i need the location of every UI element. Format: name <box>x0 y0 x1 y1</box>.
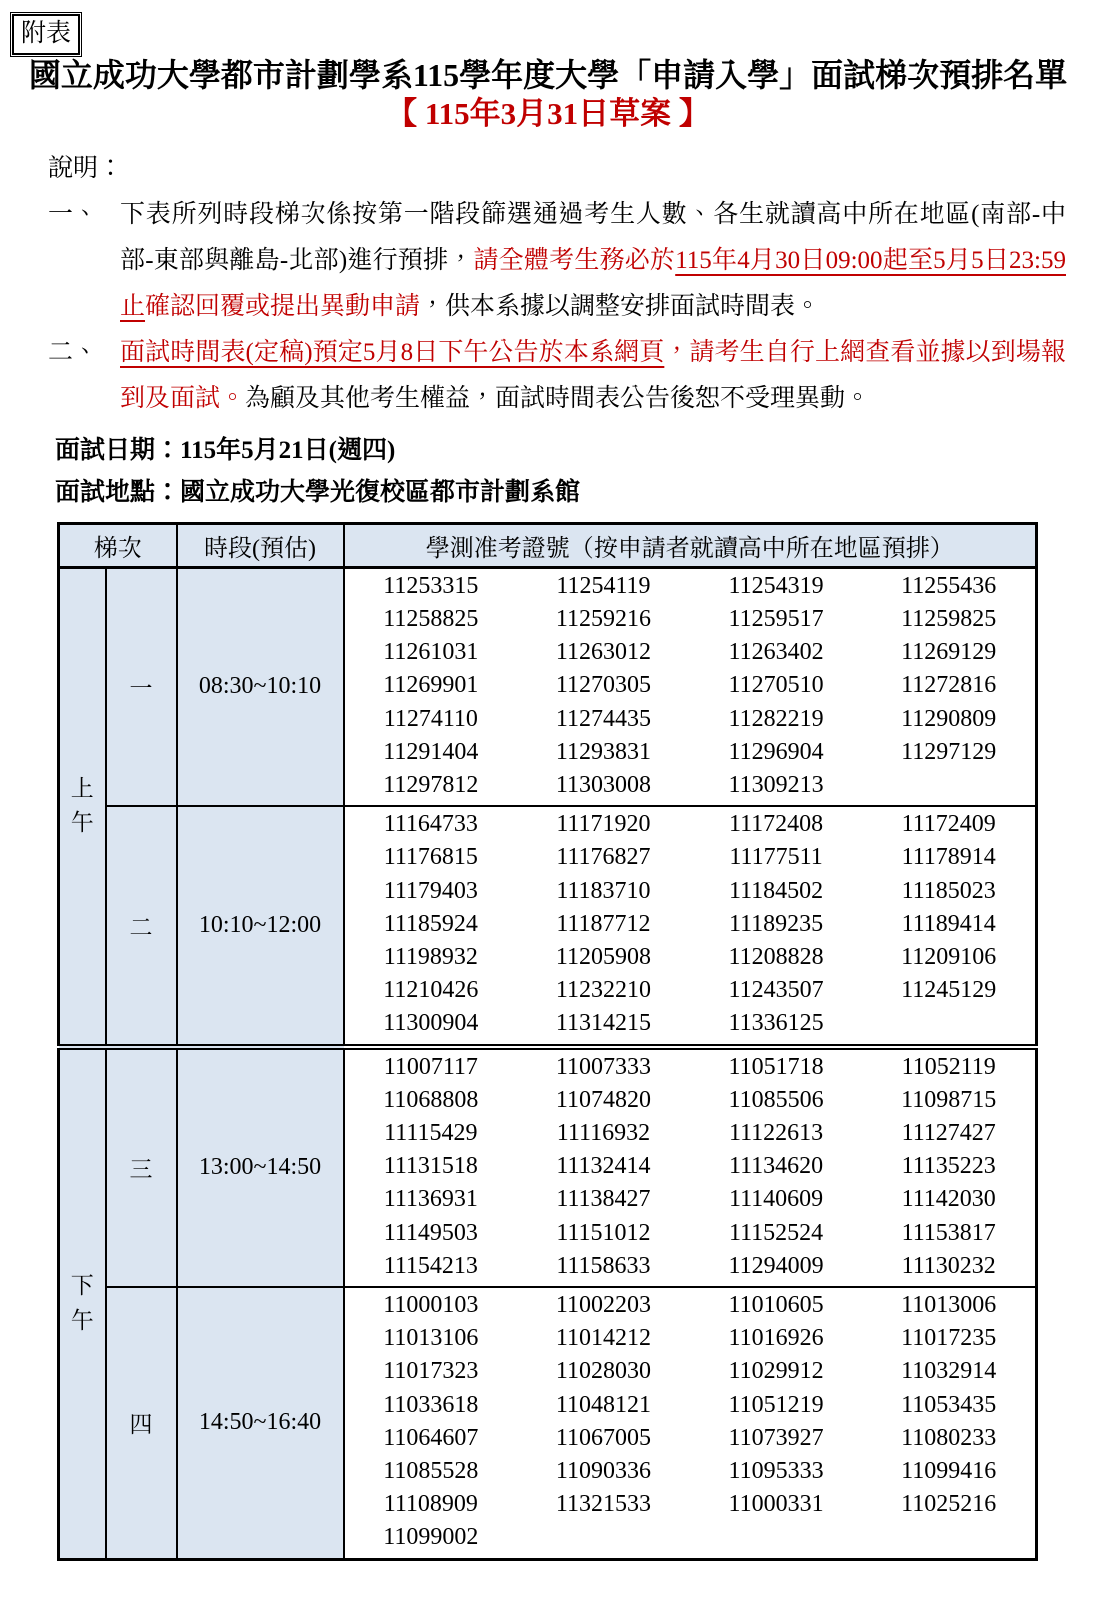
exam-ids-grid <box>345 808 1036 1040</box>
exam-id: 11016926 <box>728 1325 824 1352</box>
exam-id: 11048121 <box>555 1391 651 1418</box>
period-label-char: 午 <box>70 810 94 836</box>
draft-date-subtitle: 【 115年3月31日草案 】 <box>386 96 710 132</box>
exam-id: 11135223 <box>901 1153 996 1180</box>
exam-ids-cell <box>344 567 1037 806</box>
exam-id: 11254319 <box>728 572 824 599</box>
note-segment: 面試時間表(定稿)預定5月8日下午公告於本系網頁 <box>120 338 665 366</box>
exam-id: 11029912 <box>728 1358 824 1385</box>
exam-id: 11171920 <box>556 811 651 838</box>
exam-id: 11115429 <box>384 1119 478 1146</box>
exam-id: 11297129 <box>901 738 997 765</box>
exam-id: 11085528 <box>383 1457 479 1484</box>
exam-id: 11000331 <box>728 1491 824 1518</box>
note-segment: 確認回覆或提出異動申請 <box>145 292 421 320</box>
exam-id: 11282219 <box>728 705 824 732</box>
exam-id: 11064607 <box>383 1424 479 1451</box>
note-text <box>120 330 1066 422</box>
note-number: 一、 <box>48 200 99 228</box>
exam-id: 11099002 <box>383 1524 479 1551</box>
exam-id: 11149503 <box>383 1219 478 1246</box>
exam-id: 11209106 <box>901 943 997 970</box>
exam-id: 11293831 <box>555 738 651 765</box>
exam-id: 11205908 <box>555 943 651 970</box>
exam-id: 11274435 <box>555 705 651 732</box>
exam-id: 11291404 <box>383 738 479 765</box>
exam-id: 11258825 <box>383 605 479 632</box>
exam-id: 11000103 <box>383 1291 479 1318</box>
exam-id: 11017323 <box>383 1358 479 1385</box>
exam-id: 11245129 <box>901 977 997 1004</box>
attachment-tag: 附表 <box>12 14 80 55</box>
exam-id: 11296904 <box>728 738 824 765</box>
time-slot-cell: 08:30~10:10 <box>177 567 344 806</box>
exam-ids-grid <box>345 570 1036 802</box>
exam-id: 11007117 <box>383 1053 478 1080</box>
exam-id: 11028030 <box>555 1358 651 1385</box>
exam-id: 11132414 <box>556 1153 651 1180</box>
time-slot-cell: 14:50~16:40 <box>177 1287 344 1559</box>
exam-ids-cell <box>344 1287 1037 1559</box>
session-row <box>59 1047 1037 1287</box>
exam-id: 11210426 <box>383 977 479 1004</box>
exam-id: 11140609 <box>728 1186 824 1213</box>
exam-id: 11051718 <box>728 1053 824 1080</box>
exam-id: 11294009 <box>728 1252 824 1279</box>
exam-id: 11002203 <box>555 1291 651 1318</box>
exam-id: 11177511 <box>729 844 823 871</box>
time-slot-cell: 13:00~14:50 <box>177 1047 344 1287</box>
exam-id: 11290809 <box>901 705 997 732</box>
exam-id: 11270510 <box>728 672 824 699</box>
exam-id: 11187712 <box>556 910 651 937</box>
exam-id: 11172408 <box>728 811 824 838</box>
exam-id: 11051219 <box>728 1391 824 1418</box>
note-segment: ，請考生自行上網查看並據以到場報到及面試。 <box>120 338 1066 412</box>
exam-id: 11309213 <box>728 771 824 798</box>
period-label-cell <box>59 567 106 1046</box>
exam-id: 11108909 <box>383 1491 478 1518</box>
exam-id: 11336125 <box>728 1010 824 1037</box>
exam-ids-grid <box>345 1051 1036 1283</box>
exam-ids-cell <box>344 806 1037 1046</box>
exam-id: 11321533 <box>555 1491 651 1518</box>
exam-id: 11269901 <box>383 672 479 699</box>
exam-id: 11138427 <box>556 1186 651 1213</box>
exam-id: 11314215 <box>555 1010 651 1037</box>
period-label-cell <box>59 1047 106 1560</box>
exam-id: 11073927 <box>728 1424 824 1451</box>
exam-id: 11297812 <box>383 771 479 798</box>
notes-section <box>48 146 1066 422</box>
exam-id: 11178914 <box>901 844 996 871</box>
session-column-header: 梯次 <box>59 523 177 567</box>
note-segment: 下表所列時段梯次係按第一階段篩選通過考生人數、各生就讀高中所在地區(南部-中部-東部與離島-北部)進行預排， <box>120 200 1066 274</box>
exam-id: 11183710 <box>556 877 651 904</box>
exam-id: 11184502 <box>728 877 824 904</box>
exam-id: 11053435 <box>901 1391 997 1418</box>
exam-id: 11179403 <box>383 877 478 904</box>
exam-id: 11074820 <box>555 1086 651 1113</box>
exam-id: 11189235 <box>728 910 824 937</box>
exam-id: 11134620 <box>728 1153 824 1180</box>
exam-id: 11261031 <box>383 639 479 666</box>
exam-id: 11176815 <box>383 844 478 871</box>
page-title: 國立成功大學都市計劃學系115學年度大學「申請入學」面試梯次預排名單 <box>28 57 1068 94</box>
table-header-row <box>59 523 1037 567</box>
note-segment: 115年4月30日09:00起至5月5日23:59止 <box>120 246 1066 320</box>
session-number-cell: 三 <box>106 1047 177 1287</box>
exam-id: 11274110 <box>383 705 478 732</box>
time-slot-cell: 10:10~12:00 <box>177 806 344 1046</box>
exam-id: 11010605 <box>728 1291 824 1318</box>
exam-id: 11254119 <box>556 572 651 599</box>
session-number-cell: 四 <box>106 1287 177 1559</box>
exam-id: 11259517 <box>728 605 824 632</box>
exam-id: 11152524 <box>728 1219 824 1246</box>
exam-id: 11185023 <box>901 877 996 904</box>
session-row <box>59 567 1037 806</box>
exam-id: 11208828 <box>728 943 824 970</box>
exam-id: 11255436 <box>901 572 997 599</box>
time-column-header: 時段(預估) <box>177 523 344 567</box>
exam-id: 11067005 <box>555 1424 651 1451</box>
exam-id: 11158633 <box>556 1252 651 1279</box>
exam-id: 11130232 <box>901 1252 996 1279</box>
exam-id: 11127427 <box>901 1119 996 1146</box>
exam-id: 11013006 <box>901 1291 997 1318</box>
exam-id: 11172409 <box>901 811 996 838</box>
exam-id: 11025216 <box>901 1491 997 1518</box>
note-segment: 請全體考生務必於 <box>473 246 676 274</box>
exam-id: 11151012 <box>556 1219 651 1246</box>
session-number-cell: 一 <box>106 567 177 806</box>
notes-heading: 說明： <box>48 154 124 182</box>
interview-location-line: 面試地點：國立成功大學光復校區都市計劃系館 <box>55 478 581 506</box>
note-item-2 <box>48 330 1066 422</box>
exam-id: 11232210 <box>555 977 651 1004</box>
exam-id: 11153817 <box>901 1219 996 1246</box>
interview-schedule-table <box>57 522 1038 1561</box>
exam-id: 11017235 <box>901 1325 997 1352</box>
period-label-char: 下 <box>70 1273 94 1299</box>
exam-id: 11176827 <box>556 844 651 871</box>
exam-id: 11189414 <box>901 910 996 937</box>
exam-id: 11131518 <box>383 1153 478 1180</box>
exam-id: 11243507 <box>728 977 824 1004</box>
session-number-cell: 二 <box>106 806 177 1046</box>
exam-id: 11142030 <box>901 1186 996 1213</box>
exam-id: 11052119 <box>901 1053 996 1080</box>
note-number: 二、 <box>48 338 99 366</box>
exam-id: 11014212 <box>555 1325 651 1352</box>
exam-id: 11185924 <box>383 910 478 937</box>
exam-id: 11272816 <box>901 672 997 699</box>
period-label-char: 午 <box>70 1307 94 1333</box>
interview-info <box>55 430 1096 514</box>
note-item-1 <box>48 192 1066 330</box>
exam-id: 11007333 <box>555 1053 651 1080</box>
session-row <box>59 1287 1037 1559</box>
exam-id: 11270305 <box>555 672 651 699</box>
exam-id: 11032914 <box>901 1358 997 1385</box>
note-text <box>120 192 1066 330</box>
ids-column-header: 學測准考證號（按申請者就讀高中所在地區預排） <box>344 523 1037 567</box>
interview-date-line: 面試日期：115年5月21日(週四) <box>55 436 396 464</box>
exam-id: 11303008 <box>555 771 651 798</box>
period-label-char: 上 <box>70 775 94 801</box>
exam-id: 11154213 <box>383 1252 478 1279</box>
exam-ids-grid <box>345 1289 1036 1555</box>
exam-id: 11099416 <box>901 1457 997 1484</box>
exam-id: 11263402 <box>728 639 824 666</box>
exam-id: 11116932 <box>556 1119 651 1146</box>
exam-id: 11068808 <box>383 1086 479 1113</box>
exam-id: 11263012 <box>555 639 651 666</box>
exam-id: 11259825 <box>901 605 997 632</box>
exam-id: 11095333 <box>728 1457 824 1484</box>
note-segment: 為顧及其他考生權益，面試時間表公告後恕不受理異動。 <box>245 384 871 412</box>
exam-id: 11098715 <box>901 1086 997 1113</box>
exam-id: 11033618 <box>383 1391 479 1418</box>
exam-id: 11090336 <box>555 1457 651 1484</box>
exam-id: 11136931 <box>383 1186 478 1213</box>
exam-id: 11253315 <box>383 572 479 599</box>
exam-id: 11085506 <box>728 1086 824 1113</box>
exam-id: 11080233 <box>901 1424 997 1451</box>
exam-ids-cell <box>344 1047 1037 1287</box>
exam-id: 11259216 <box>555 605 651 632</box>
exam-id: 11122613 <box>728 1119 824 1146</box>
exam-id: 11300904 <box>383 1010 479 1037</box>
exam-id: 11013106 <box>383 1325 479 1352</box>
exam-id: 11164733 <box>383 811 478 838</box>
exam-id: 11269129 <box>901 639 997 666</box>
exam-id: 11198932 <box>383 943 478 970</box>
session-row <box>59 806 1037 1046</box>
note-segment: ，供本系據以調整安排面試時間表。 <box>420 292 821 320</box>
